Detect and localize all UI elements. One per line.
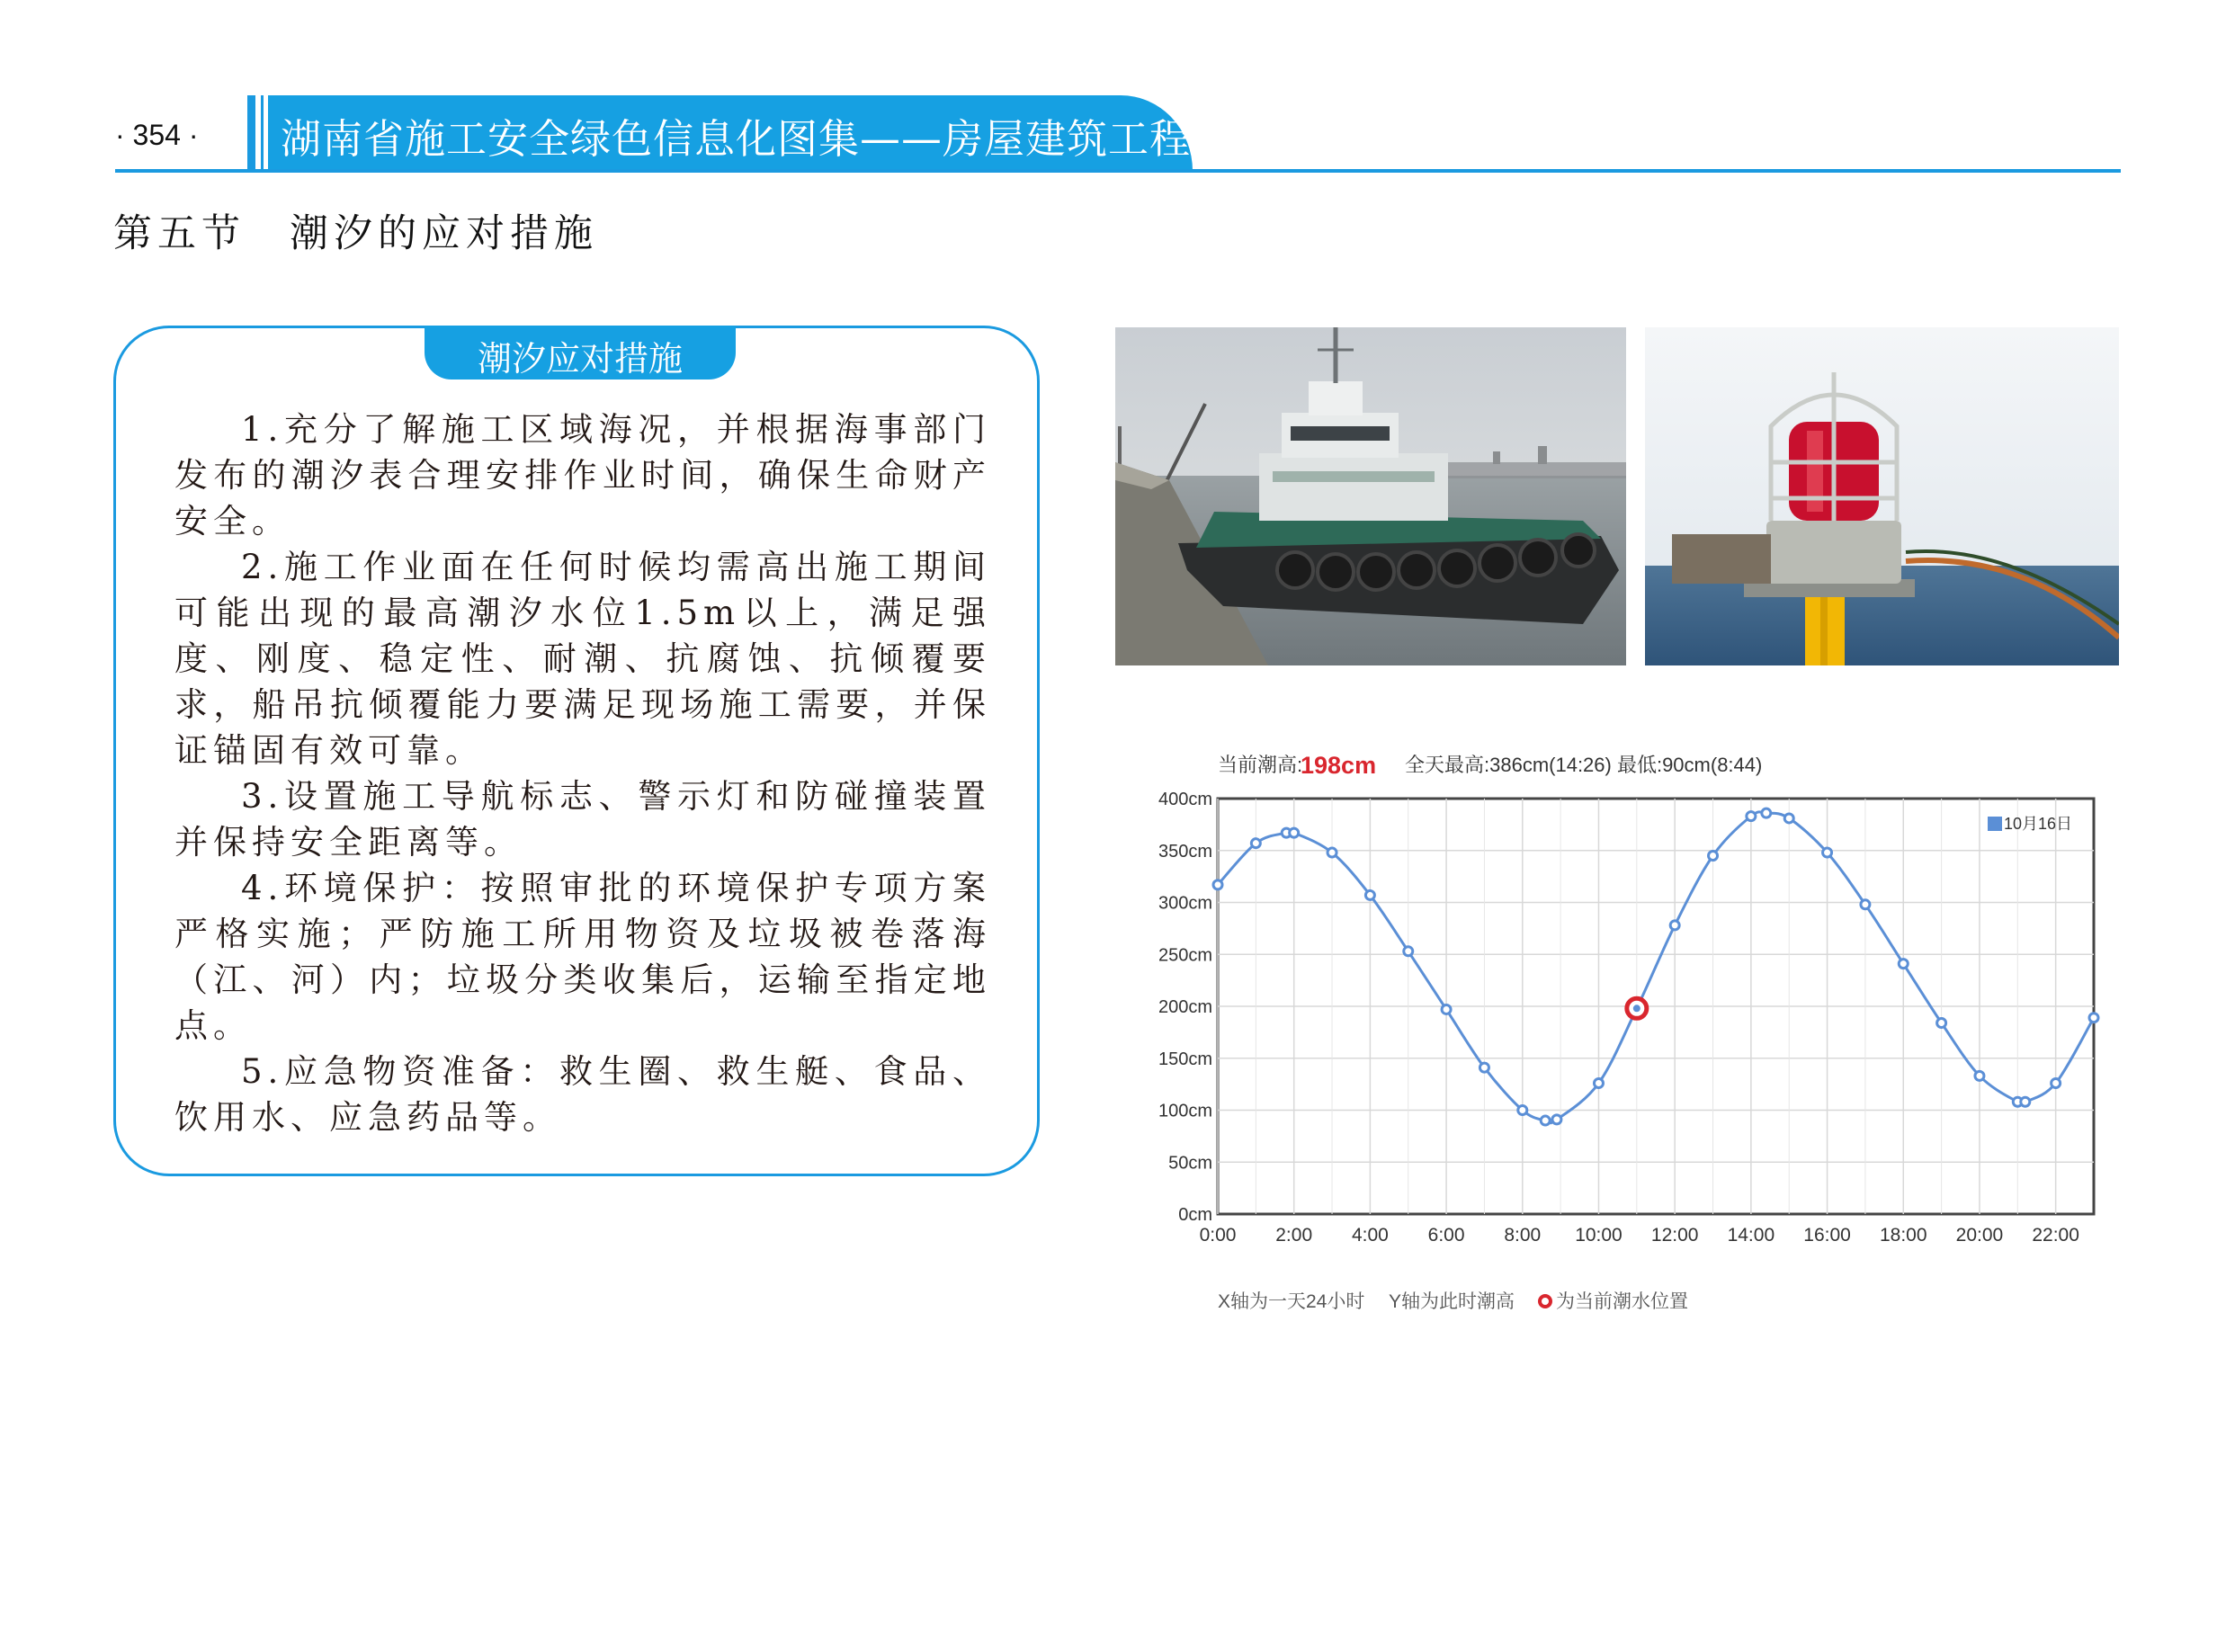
point-note: 为当前潮水位置 [1556, 1291, 1688, 1312]
tide-data-point [1290, 828, 1299, 837]
tide-data-point [1670, 921, 1679, 930]
tide-data-point [1594, 1078, 1603, 1087]
y-tick-label: 150cm [1158, 1049, 1212, 1069]
header-accent-bar [247, 95, 255, 171]
tide-data-point [1937, 1018, 1946, 1027]
legend-swatch [1988, 817, 2002, 831]
chart-y-axis [1158, 790, 1212, 1225]
x-tick-label: 2:00 [1275, 1225, 1313, 1246]
current-tide-marker [1627, 998, 1647, 1018]
x-axis-note: X轴为一天24小时 [1218, 1291, 1365, 1312]
measures-label: 潮汐应对措施 [477, 339, 683, 379]
tide-data-point [1518, 1106, 1527, 1115]
tide-data-point [2021, 1097, 2030, 1106]
y-axis-note: Y轴为此时潮高 [1389, 1291, 1515, 1312]
x-tick-label: 14:00 [1727, 1225, 1775, 1246]
header-rule [115, 169, 2121, 173]
x-tick-label: 12:00 [1650, 1225, 1699, 1246]
measures-text [174, 406, 991, 1140]
tide-data-point [1480, 1063, 1488, 1072]
tide-chart [1112, 736, 2110, 1329]
tide-data-point [1365, 890, 1374, 899]
chart-x-axis [1200, 1225, 2079, 1246]
current-point-legend-icon [1540, 1296, 1551, 1307]
y-tick-label: 350cm [1158, 841, 1212, 862]
measure-item-4: 4.环境保护：按照审批的环境保护专项方案严格实施；严防施工所用物资及垃圾被卷落海（江、河）内；垃圾分类收集后，运输至指定地点。 [174, 869, 991, 1045]
y-tick-label: 0cm [1178, 1205, 1212, 1225]
x-tick-label: 16:00 [1803, 1225, 1851, 1246]
measure-item-3: 3.设置施工导航标志、警示灯和防碰撞装置并保持安全距离等。 [174, 777, 991, 862]
tide-data-point [1899, 960, 1908, 969]
tide-data-point [1975, 1071, 1984, 1080]
header-accent-bar-thin [261, 95, 264, 171]
warning-light-photo [1645, 327, 2119, 665]
book-title: 湖南省施工安全绿色信息化图集——房屋建筑工程 [281, 115, 1192, 163]
tide-data-point [1762, 808, 1771, 817]
chart-day-stats: 全天最高:386cm(14:26) 最低:90cm(8:44) [1405, 754, 1763, 776]
chart-legend [1988, 815, 2072, 833]
current-point-dot [1633, 1005, 1640, 1012]
tide-data-point [1404, 947, 1413, 956]
tide-data-point [1251, 839, 1260, 848]
y-tick-label: 250cm [1158, 945, 1212, 966]
y-tick-label: 300cm [1158, 893, 1212, 914]
tugboat-photo [1115, 327, 1626, 665]
x-tick-label: 6:00 [1427, 1225, 1465, 1246]
page-number: · 354 · [115, 119, 199, 151]
tide-data-point [1861, 900, 1870, 909]
measure-item-2: 2.施工作业面在任何时候均需高出施工期间可能出现的最高潮汐水位1.5m以上，满足强度、刚度、稳定性、耐潮、抗腐蚀、抗倾覆要求，船吊抗倾覆能力要满足现场施工需要，并保证锚固有效可靠。 [174, 548, 991, 770]
tide-data-point [1709, 852, 1718, 861]
tide-data-point [1541, 1116, 1550, 1125]
y-tick-label: 50cm [1168, 1153, 1212, 1174]
section-title: 第五节 潮汐的应对措施 [113, 211, 598, 256]
legend-label: 10月16日 [2004, 815, 2073, 833]
x-tick-label: 4:00 [1351, 1225, 1389, 1246]
x-tick-label: 8:00 [1504, 1225, 1542, 1246]
x-tick-label: 22:00 [2032, 1225, 2079, 1246]
chart-current-label: 当前潮高: [1218, 754, 1303, 776]
tide-data-point [1442, 1005, 1451, 1014]
x-tick-label: 0:00 [1199, 1225, 1237, 1246]
y-tick-label: 200cm [1158, 997, 1212, 1017]
tide-data-point [1552, 1115, 1561, 1124]
tide-data-point [2089, 1014, 2098, 1022]
y-tick-label: 100cm [1158, 1101, 1212, 1121]
measure-item-5: 5.应急物资准备：救生圈、救生艇、食品、饮用水、应急药品等。 [174, 1052, 991, 1137]
tide-data-point [1328, 848, 1336, 857]
x-tick-label: 18:00 [1879, 1225, 1927, 1246]
tide-data-point [1213, 880, 1222, 889]
x-tick-label: 10:00 [1575, 1225, 1623, 1246]
chart-current-value: 198cm [1301, 752, 1377, 779]
tide-data-point [1784, 814, 1793, 823]
tide-data-point [2052, 1078, 2061, 1087]
tide-data-point [1823, 848, 1832, 857]
x-tick-label: 20:00 [1955, 1225, 2004, 1246]
tide-data-point [1747, 812, 1756, 821]
measure-item-1: 1.充分了解施工区域海况，并根据海事部门发布的潮汐表合理安排作业时间，确保生命财产安全。 [174, 410, 991, 540]
y-tick-label: 400cm [1158, 790, 1212, 809]
